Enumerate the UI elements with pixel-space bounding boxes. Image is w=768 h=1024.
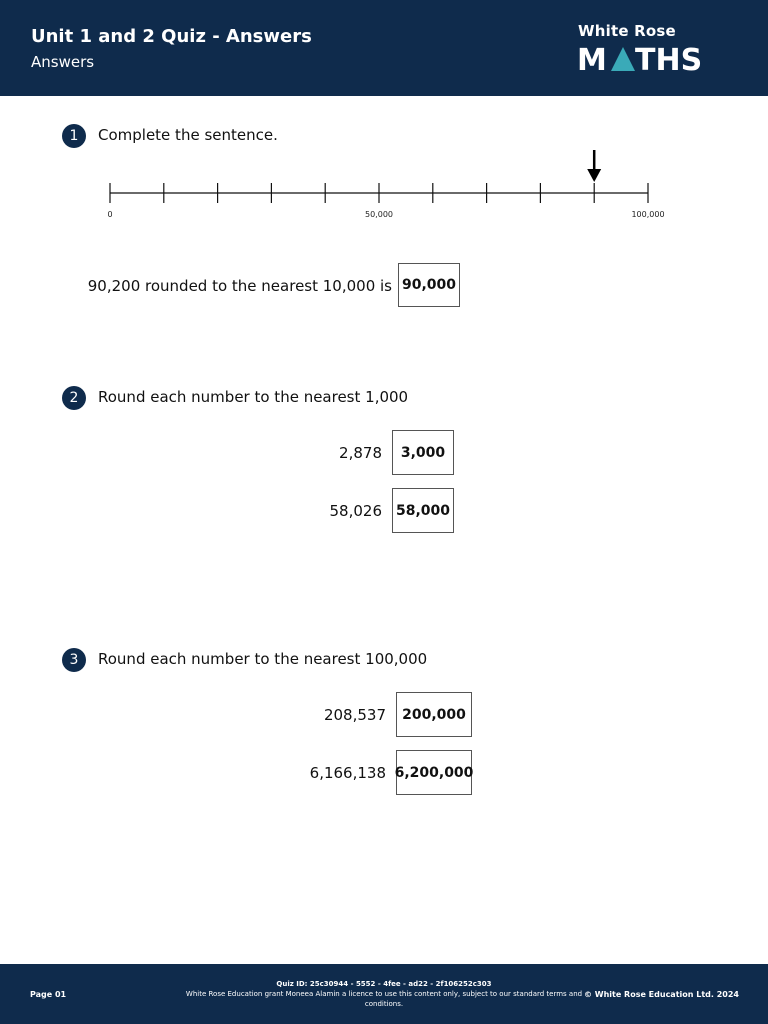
footer-info <box>180 979 588 1009</box>
quiz-id: Quiz ID: 25c30944 - 5552 - 4fee - ad22 - 2f106252c303 <box>276 980 492 988</box>
number-line-label: 100,000 <box>631 210 665 219</box>
page-header <box>0 0 768 96</box>
question-2-number: 2 <box>62 386 86 410</box>
question-3-answer-box-2: 6,200,000 <box>396 750 472 795</box>
licence-text: White Rose Education grant Moneea Alamin a licence to use this content only, subject to our standard terms and conditions. <box>185 990 583 1008</box>
number-line <box>100 145 672 225</box>
logo-top-text: White Rose <box>578 22 676 40</box>
question-2-answer-box-2: 58,000 <box>392 488 454 533</box>
svg-text:THS: THS <box>635 43 703 74</box>
arrow-head-icon <box>587 169 601 182</box>
question-3-number: 3 <box>62 648 86 672</box>
question-2-value-1: 2,878 <box>339 444 382 462</box>
copyright: © White Rose Education Ltd. 2024 <box>583 990 739 999</box>
question-3-prompt: Round each number to the nearest 100,000 <box>98 650 428 668</box>
question-1-answer-box: 90,000 <box>398 263 460 307</box>
question-1-number: 1 <box>62 124 86 148</box>
page-footer <box>0 964 768 1024</box>
page-subtitle: Answers <box>31 53 95 71</box>
maths-wordmark-icon <box>577 42 717 74</box>
number-line-label: 50,000 <box>365 210 393 219</box>
svg-text:M: M <box>577 43 607 74</box>
question-3-answer-box-1: 200,000 <box>396 692 472 737</box>
question-1-prompt: Complete the sentence. <box>98 126 278 144</box>
page-number: Page 01 <box>30 990 67 999</box>
question-3-value-2: 6,166,138 <box>309 764 386 782</box>
question-3-value-1: 208,537 <box>323 706 386 724</box>
white-rose-maths-logo <box>577 22 717 74</box>
number-line-label: 0 <box>107 210 113 219</box>
question-2-prompt: Round each number to the nearest 1,000 <box>98 388 409 406</box>
question-1-sentence: 90,200 rounded to the nearest 10,000 is <box>87 277 392 295</box>
page-title: Unit 1 and 2 Quiz - Answers <box>31 26 312 47</box>
question-2-answer-box-1: 3,000 <box>392 430 454 475</box>
question-2-value-2: 58,026 <box>329 502 382 520</box>
